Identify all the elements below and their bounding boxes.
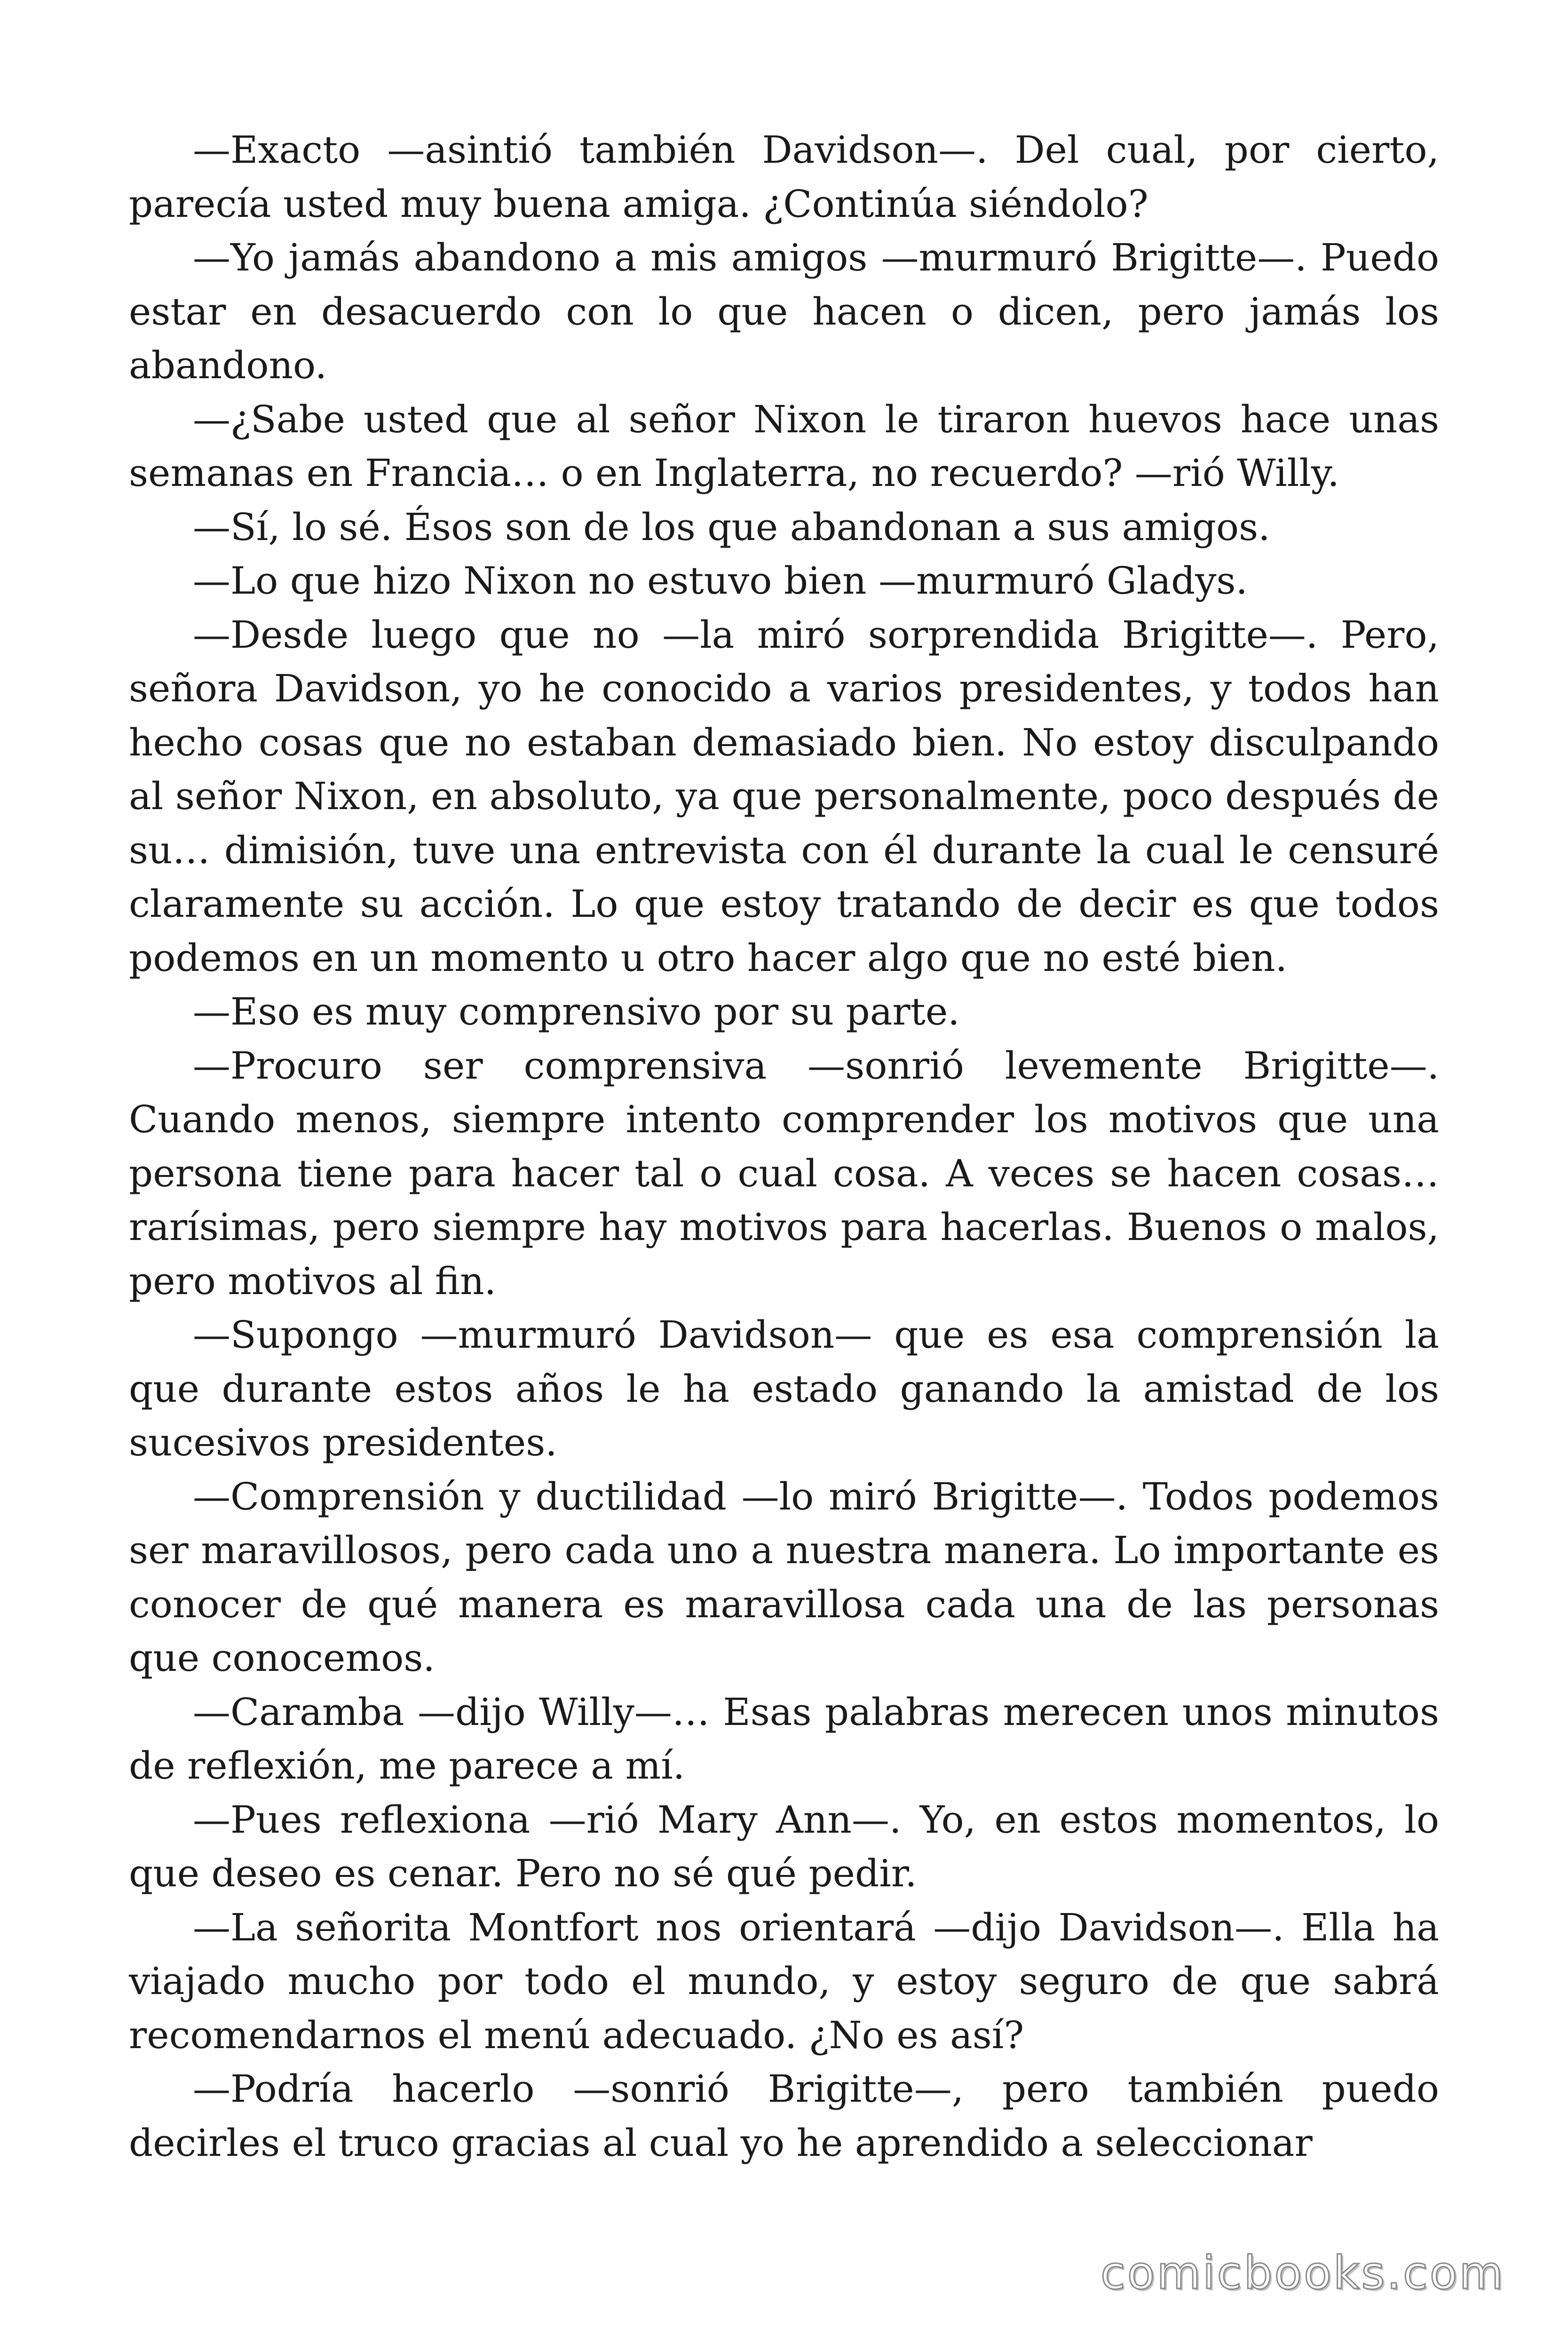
paragraph: —Podría hacerlo —sonrió Brigitte—, pero también puedo decirles el truco gracias al cual yo he aprendido a seleccionar — [129, 2067, 1439, 2165]
paragraph: —Desde luego que no —la miró sorprendida Brigitte—. Pero, señora Davidson, yo he conocido a varios presidentes, y todos han hecho cosas que no estaban demasiado bien. No estoy disculpando al señor Nixon, en absoluto, ya que personalmente, poco después de su… dimisión, tuve una entrevista con él durante la cual le censuré claramente su acción. Lo que estoy tratando de decir es que todos podemos en un momento u otro hacer algo que no esté bien. — [129, 612, 1439, 980]
paragraph: —Eso es muy comprensivo por su parte. — [193, 990, 960, 1033]
paragraph: —Procuro ser comprensiva —sonrió levemente Brigitte—. Cuando menos, siempre intento comprender los motivos que una persona tiene para hacer tal o cual cosa. A veces se hacen cosas… rarísimas, pero siempre hay motivos para hacerlas. Buenos o malos, pero motivos al fin. — [129, 1043, 1439, 1303]
paragraph: —Lo que hizo Nixon no estuvo bien —murmuró Gladys. — [193, 559, 1248, 603]
body-text — [129, 123, 1439, 2170]
paragraph: —Comprensión y ductilidad —lo miró Brigitte—. Todos podemos ser maravillosos, pero cada uno a nuestra manera. Lo importante es conocer de qué manera es maravillosa cada una de las personas que conocemos. — [129, 1474, 1439, 1680]
paragraph: —Supongo —murmuró Davidson— que es esa comprensión la que durante estos años le ha estado ganando la amistad de los sucesivos presidentes. — [129, 1313, 1439, 1464]
paragraph: —Sí, lo sé. Ésos son de los que abandonan a sus amigos. — [193, 505, 1270, 549]
paragraph: —Exacto —asintió también Davidson—. Del cual, por cierto, parecía usted muy buena amiga. ¿Continúa siéndolo? — [129, 128, 1439, 226]
paragraph: —¿Sabe usted que al señor Nixon le tiraron huevos hace unas semanas en Francia… o en Inglaterra, no recuerdo? —rió Willy. — [129, 397, 1439, 495]
paragraph: —Yo jamás abandono a mis amigos —murmuró Brigitte—. Puedo estar en desacuerdo con lo que hacen o dicen, pero jamás los abandono. — [129, 236, 1439, 387]
watermark-logo: comicbooks.com — [1100, 2247, 1505, 2299]
paragraph: —La señorita Montfort nos orientará —dijo Davidson—. Ella ha viajado mucho por todo el mundo, y estoy seguro de que sabrá recomendarnos el menú adecuado. ¿No es así? — [129, 1905, 1439, 2057]
paragraph: —Pues reflexiona —rió Mary Ann—. Yo, en estos momentos, lo que deseo es cenar. Pero no sé qué pedir. — [129, 1797, 1439, 1895]
paragraph: —Caramba —dijo Willy—… Esas palabras merecen unos minutos de reflexión, me parece a mí. — [129, 1690, 1439, 1788]
